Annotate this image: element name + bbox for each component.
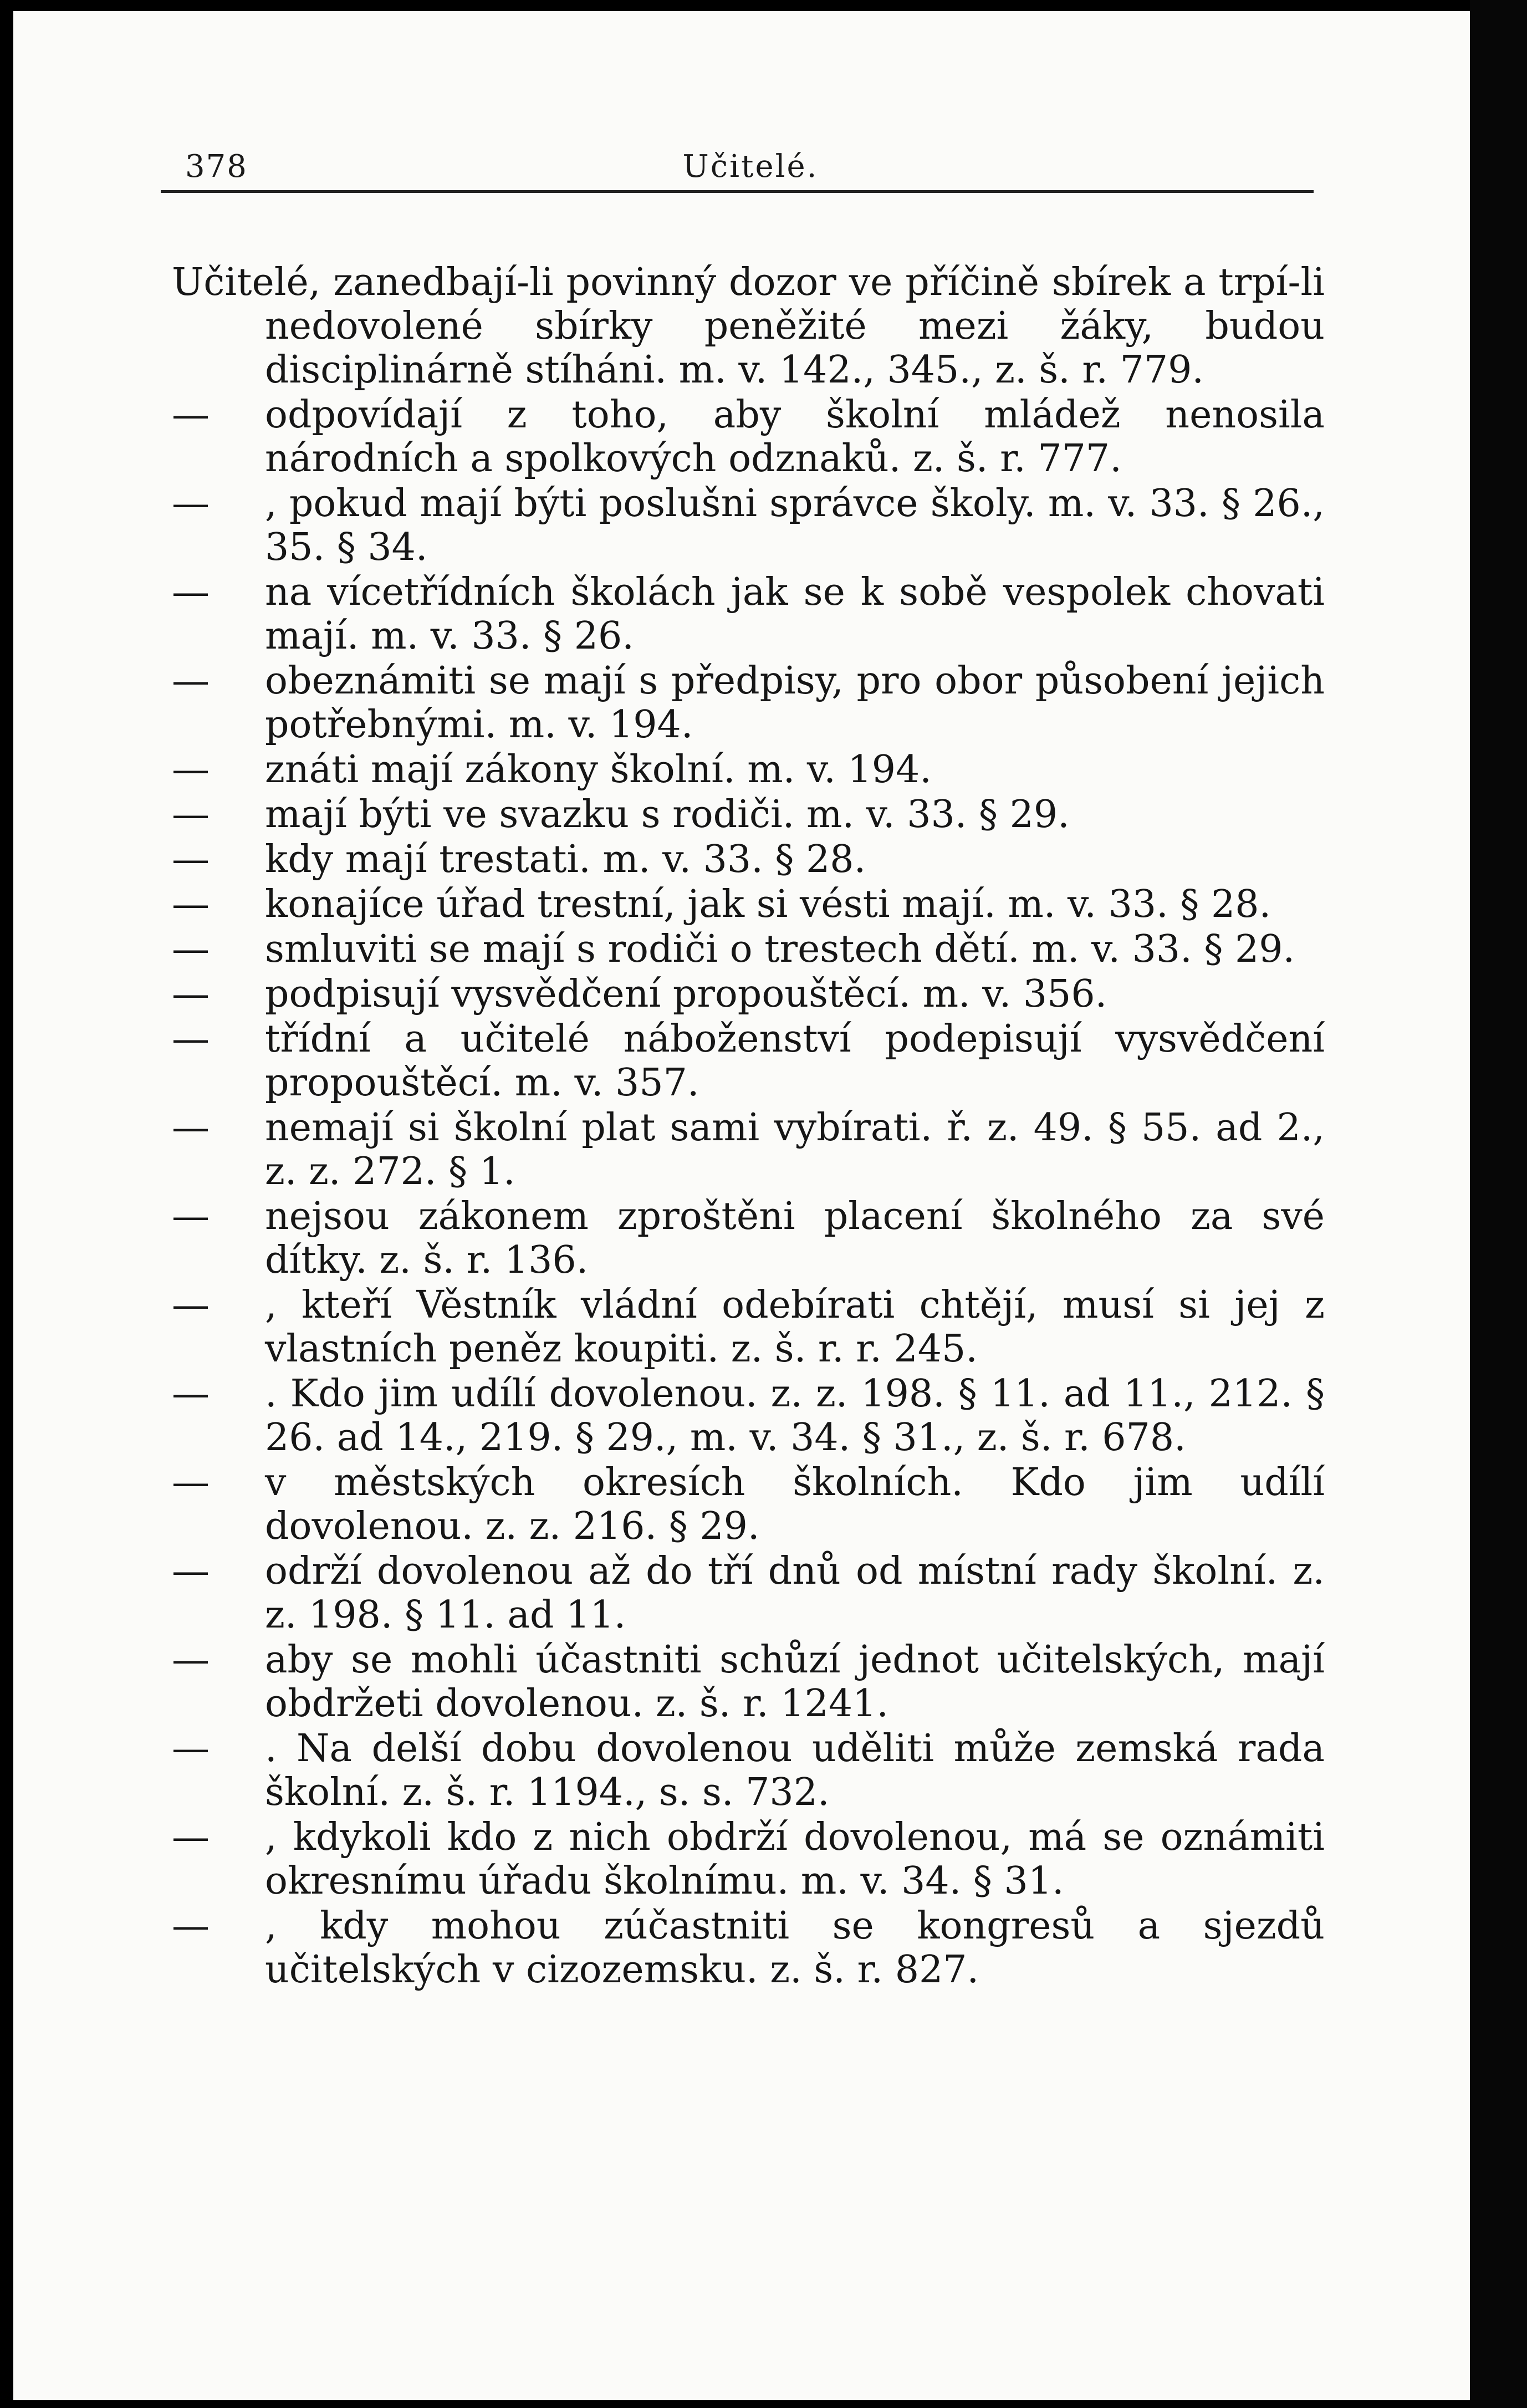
index-entry bbox=[172, 1727, 1325, 1814]
entry-text: kdy mají trestati. m. v. 33. § 28. bbox=[265, 838, 866, 881]
entry-text: na vícetřídních školách jak se k sobě vespolek chovati mají. m. v. 33. § 26. bbox=[265, 570, 1325, 658]
entry-dash: — bbox=[172, 1195, 210, 1238]
scan-edge bbox=[1470, 0, 1527, 2408]
index-entry bbox=[172, 1638, 1325, 1726]
entry-dash: — bbox=[172, 882, 210, 926]
index-entry bbox=[172, 972, 1325, 1016]
entry-dash: — bbox=[172, 1372, 210, 1416]
entry-text: obeznámiti se mají s předpisy, pro obor působení jejich potřebnými. m. v. 194. bbox=[265, 659, 1325, 747]
header-rule bbox=[161, 190, 1314, 193]
index-entry bbox=[172, 1106, 1325, 1193]
entry-dash: — bbox=[172, 1638, 210, 1682]
index-entry bbox=[172, 1549, 1325, 1637]
entry-text: nejsou zákonem zproštěni placení školného za své dítky. z. š. r. 136. bbox=[265, 1195, 1325, 1282]
entry-text: mají býti ve svazku s rodiči. m. v. 33. § 29. bbox=[265, 793, 1070, 836]
index-entry bbox=[172, 1195, 1325, 1282]
running-head: Učitelé. bbox=[682, 149, 819, 185]
entry-dash: — bbox=[172, 570, 210, 614]
entry-text: nemají si školní plat sami vybírati. ř. z. 49. § 55. ad 2., z. z. 272. § 1. bbox=[265, 1106, 1325, 1193]
entry-dash: — bbox=[172, 1815, 210, 1859]
entry-text: smluviti se mají s rodiči o trestech dětí. m. v. 33. § 29. bbox=[265, 927, 1295, 971]
entry-dash: — bbox=[172, 1727, 210, 1771]
index-entry bbox=[172, 482, 1325, 569]
entry-dash: — bbox=[172, 927, 210, 971]
index-entry bbox=[172, 1283, 1325, 1371]
entry-dash: — bbox=[172, 838, 210, 881]
index-entry bbox=[172, 1904, 1325, 1992]
entry-text: . Na delší dobu dovolenou uděliti může zemská rada školní. z. š. r. 1194., s. s. 732. bbox=[265, 1727, 1325, 1814]
entry-dash: — bbox=[172, 1904, 210, 1948]
entry-text: , kdy mohou zúčastniti se kongresů a sjezdů učitelských v cizozemsku. z. š. r. 827. bbox=[265, 1904, 1325, 1992]
index-entry bbox=[172, 882, 1325, 926]
page-number: 378 bbox=[185, 149, 248, 185]
entry-text: , kdykoli kdo z nich obdrží dovolenou, má se oznámiti okresnímu úřadu školnímu. m. v. 34. § 31. bbox=[265, 1815, 1325, 1903]
entry-dash: — bbox=[172, 793, 210, 836]
index-entry bbox=[172, 393, 1325, 481]
entry-dash: — bbox=[172, 1283, 210, 1327]
entry-text: održí dovolenou až do tří dnů od místní rady školní. z. z. 198. § 11. ad 11. bbox=[265, 1549, 1325, 1637]
entry-text: aby se mohli účastniti schůzí jednot učitelských, mají obdržeti dovolenou. z. š. r. 1241. bbox=[265, 1638, 1325, 1726]
index-entry bbox=[172, 838, 1325, 881]
entry-text: třídní a učitelé náboženství podepisují vysvědčení propouštěcí. m. v. 357. bbox=[265, 1017, 1325, 1105]
index-entry bbox=[172, 927, 1325, 971]
entry-dash: — bbox=[172, 1106, 210, 1150]
entry-dash: — bbox=[172, 1549, 210, 1593]
index-entries bbox=[172, 261, 1325, 1993]
index-entry bbox=[172, 1815, 1325, 1903]
entry-dash: — bbox=[172, 1017, 210, 1061]
index-entry bbox=[172, 1461, 1325, 1548]
entry-text: , kteří Věstník vládní odebírati chtějí, musí si jej z vlastních peněz koupiti. z. š. r. r. 245. bbox=[265, 1283, 1325, 1371]
entry-dash: — bbox=[172, 482, 210, 526]
entry-text: znáti mají zákony školní. m. v. 194. bbox=[265, 748, 932, 792]
index-entry bbox=[172, 570, 1325, 658]
index-entry bbox=[172, 793, 1325, 836]
entry-dash: — bbox=[172, 393, 210, 437]
index-entry bbox=[172, 1017, 1325, 1105]
entry-dash: — bbox=[172, 748, 210, 792]
index-entry bbox=[172, 261, 1325, 392]
entry-text: podpisují vysvědčení propouštěcí. m. v. 356. bbox=[265, 972, 1107, 1016]
entry-text: . Kdo jim udílí dovolenou. z. z. 198. § 11. ad 11., 212. § 26. ad 14., 219. § 29., m. v. 34. § 31., z. š. r. 678. bbox=[265, 1372, 1325, 1460]
index-entry bbox=[172, 748, 1325, 792]
index-entry bbox=[172, 659, 1325, 747]
entry-text: v městských okresích školních. Kdo jim udílí dovolenou. z. z. 216. § 29. bbox=[265, 1461, 1325, 1548]
entry-dash: — bbox=[172, 1461, 210, 1504]
entry-dash: — bbox=[172, 972, 210, 1016]
index-entry bbox=[172, 1372, 1325, 1460]
page-header bbox=[174, 144, 1327, 188]
entry-text: Učitelé, zanedbají-li povinný dozor ve příčině sbírek a trpí-li nedovolené sbírky peněžité mezi žáky, budou disciplinárně stíháni. m. v. 142., 345., z. š. r. 779. bbox=[172, 261, 1325, 392]
entry-dash: — bbox=[172, 659, 210, 703]
entry-text: , pokud mají býti poslušni správce školy. m. v. 33. § 26., 35. § 34. bbox=[265, 482, 1325, 569]
entry-text: odpovídají z toho, aby školní mládež nenosila národních a spolkových odznaků. z. š. r. 777. bbox=[265, 393, 1325, 481]
entry-text: konajíce úřad trestní, jak si vésti mají. m. v. 33. § 28. bbox=[265, 882, 1271, 926]
